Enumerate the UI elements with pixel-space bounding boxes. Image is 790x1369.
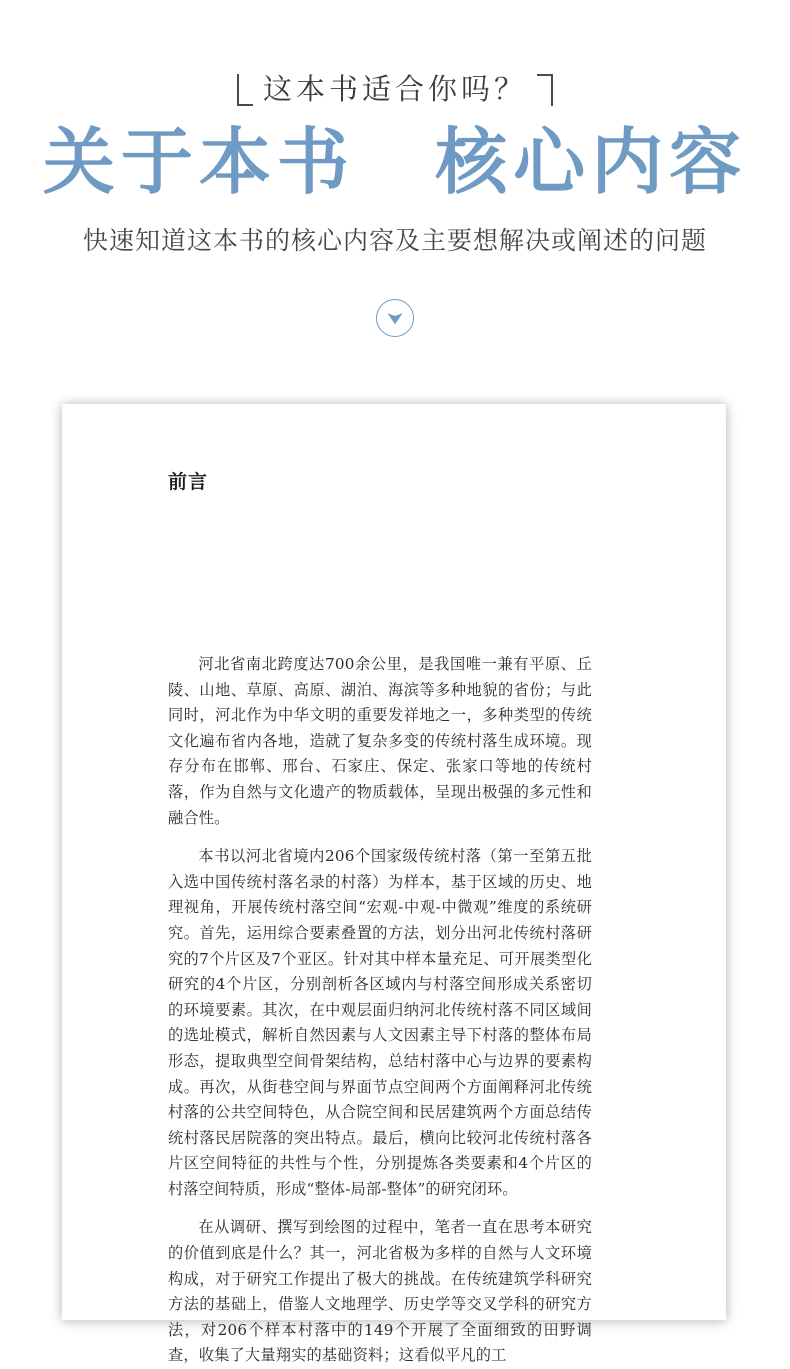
document-body — [168, 652, 592, 1369]
eyebrow-line — [0, 72, 790, 108]
page-title — [0, 119, 790, 205]
page-title-part1: 关于本书 — [42, 119, 355, 205]
page-subtitle: 快速知道这本书的核心内容及主要想解决或阐述的问题 — [82, 226, 707, 255]
eyebrow-text: 这本书适合你吗？ — [262, 74, 527, 106]
promo-header — [0, 0, 790, 337]
scroll-down-button[interactable] — [376, 299, 414, 337]
scroll-down-wrap — [0, 299, 790, 337]
document-paragraph: 河北省南北跨度达700余公里，是我国唯一兼有平原、丘陵、山地、草原、高原、湖泊、海滨等多种地貌的省份；与此同时，河北作为中华文明的重要发祥地之一，多种类型的传统文化遍布省内各地，造就了复杂多变的传统村落生成环境。现存分布在邯郸、邢台、石家庄、保定、张家口等地的传统村落，作为自然与文化遗产的物质载体，呈现出极强的多元性和融合性。 — [168, 655, 592, 827]
document-paragraph: 本书以河北省境内206个国家级传统村落（第一至第五批入选中国传统村落名录的村落）为样本，基于区域的历史、地理视角，开展传统村落空间“宏观-中观-中微观”维度的系统研究。首先，运用综合要素叠置的方法，划分出河北传统村落研究的7个片区及7个亚区。针对其中样本量充足、可开展类型化研究的4个片区，分别剖析各区域内与村落空间形成关系密切的环境要素。其次，在中观层面归纳河北传统村落不同区域间的选址模式，解析自然因素与人文因素主导下村落的整体布局形态，提取典型空间骨架结构，总结村落中心与边界的要素构成。再次，从街巷空间与界面节点空间两个方面阐释河北传统村落的公共空间特色，从合院空间和民居建筑两个方面总结传统村落民居院落的突出特点。最后，横向比较河北传统村落各片区空间特征的共性与个性，分别提炼各类要素和4个片区的村落空间特质，形成“整体-局部-整体”的研究闭环。 — [168, 847, 592, 1198]
document-page — [62, 404, 726, 1365]
bracket-left-icon — [237, 74, 253, 106]
page-title-part2: 核心内容 — [435, 119, 748, 205]
document-preview[interactable] — [62, 404, 726, 1365]
document-paragraph: 在从调研、撰写到绘图的过程中，笔者一直在思考本研究的价值到底是什么？其一，河北省极为多样的自然与人文环境构成，对于研究工作提出了极大的挑战。在传统建筑学科研究方法的基础上，借鉴人文地理学、历史学等交叉学科的研究方法，对206个样本村落中的149个开展了全面细致的田野调查，收集了大量翔实的基础资料；这看似平凡的工 — [168, 1218, 592, 1365]
document-heading: 前言 — [168, 472, 209, 493]
chevron-down-icon — [385, 310, 405, 326]
bracket-right-icon — [537, 74, 553, 106]
